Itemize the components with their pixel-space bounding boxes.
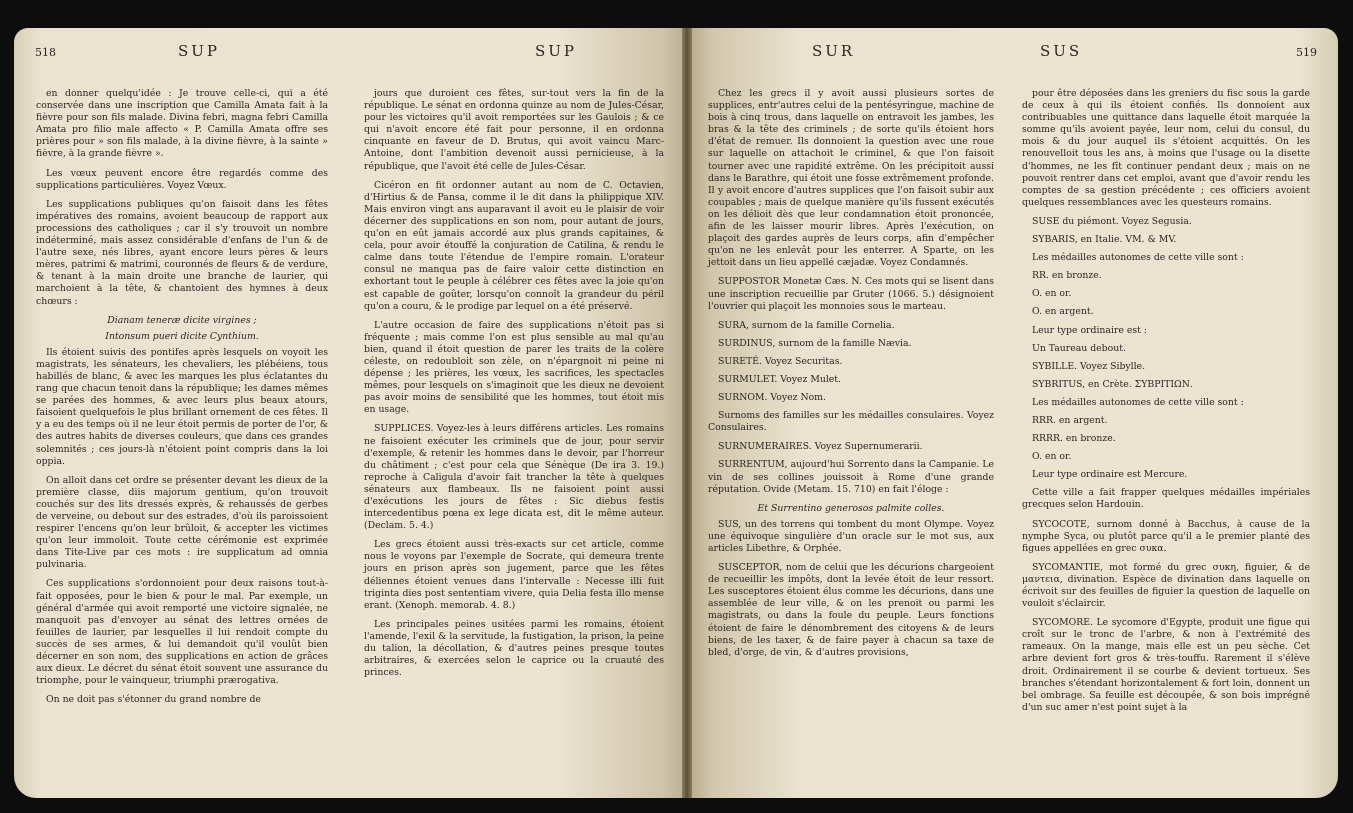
paragraph: Les vœux peuvent encore être regardés comme des supplications particulières. Voyez Vœux. xyxy=(36,167,328,191)
left-column-1 xyxy=(36,88,328,713)
entry: SUSE du piémont. Voyez Segusia. xyxy=(1032,215,1192,227)
paragraph: SYCOMORE. Le sycomore d'Egypte, produit une figue qui croît sur le tronc de l'arbre, & non à l'extrémité des rameaux. On la mange, mais elle est un peu sèche. Cet arbre devient fort gros & très-touffu. Rarement il s'élève droit. Ordinairement il se courbe & devient tortueux. Ses branches s'étendant horizontalement & fort loin, donnent un bel ombrage. Sa feuille est découpée, & son bois imprégné d'un suc amer n'est point sujet à la xyxy=(1022,617,1310,713)
paragraph: en donner quelqu'idée : Je trouve celle-ci, qui a été conservée dans une inscription que Camilla Amata fait à la fièvre pour son fils malade. Divina febri, magna febri Camilla Amata pro filio male affecto « P. Camilla Amata offre ses prières pour » son fils malade, à la divine fièvre, à la sainte » fièvre, à la grande fièvre ». xyxy=(36,88,328,160)
entry: SYBARIS, en Italie. VM. & MV. xyxy=(1032,234,1177,246)
verse-line: Intonsum pueri dicite Cynthium. xyxy=(105,330,259,342)
paragraph: pour être déposées dans les greniers du fisc sous la garde de ceux à qui ils étoient confiés. Ils donnoient aux contribuables une quittance dans laquelle étoit marquée la somme qu'ils avoient payée, leur nom, celui du consul, du mois & du jour auquel ils s'étoient acquittés. On les renouvelloit tous les ans, à moins que l'usage ou la disette d'hommes, ne les fît continuer pendant deux ; mais on ne pouvoit rentrer dans cet emploi, avant que d'avoir rendu les comptes de sa gestion précédente ; ces officiers avoient quelques ressemblances avec les questeurs romains. xyxy=(1022,88,1310,208)
book-gutter xyxy=(682,28,692,798)
running-head-left-1: SUP xyxy=(178,42,221,60)
running-head-left-2: SUP xyxy=(535,42,578,60)
page-number-right: 519 xyxy=(1296,46,1317,59)
paragraph: Ils étoient suivis des pontifes après lesquels on voyoit les magistrats, les sénateurs, les chevaliers, les plébéiens, tous habillés de blanc, & avec les marques les plus éclatantes du rang que chacun tenoit dans la république; les dames mêmes se parées des hommes, & avec leurs plus beaux atours, faisoient quelquefois le plus brillant ornement de ces fêtes. Il y a eu des temps où il ne leur étoit permis de porter de l'or, & des autres habits de diverses couleurs, que dans ces grandes solemnités ; ces jours-là n'étoient point compris dans la loi oppia. xyxy=(36,346,328,467)
entry: O. en or. xyxy=(1032,451,1072,463)
entry: SYBILLE. Voyez Sibylle. xyxy=(1032,360,1146,372)
paragraph: Ces supplications s'ordonnoient pour deux raisons tout-à-fait opposées, pour le bien & pour le mal. Par exemple, un général d'armée qui avoit remporté une victoire signalée, ne manquoit pas d'envoyer au sénat des lettres ornées de feuilles de laurier, par lesquelles il lui rendoit compte du succès de ses armes, & lui demandoit qu'il voulût bien décerner en son nom, des supplications en action de grâces aux dieux. Le décret du sénat étoit souvent une assurance du triomphe, pour le vainqueur, triumphi prærogativa. xyxy=(36,578,328,687)
entry: SURMULET. Voyez Mulet. xyxy=(718,373,842,385)
paragraph: SYCOMANTIE, mot formé du grec συκη, figuier, & de μαντεια, divination. Espèce de divination dans laquelle on écrivoit sur des feuilles de figuier la question de laquelle on vouloit s'éclaircir. xyxy=(1022,561,1310,610)
right-column-1 xyxy=(708,88,994,666)
entry: SYBRITUS, en Crète. ΣΥΒΡΙΤΙΩΝ. xyxy=(1032,378,1193,390)
page-number-left: 518 xyxy=(35,46,56,59)
paragraph: On alloit dans cet ordre se présenter devant les dieux de la première classe, diis majorum gentium, qu'on trouvoit couchés sur des lits dressés exprès, & rehaussés de gerbes de verveine, ou debout sur des estrades, d'où ils paroissoient respirer l'encens qu'on leur brûloit, & accepter les victimes qu'on leur immoloit. Toute cette cérémonie est exprimée dans Tite-Live par ces mots : ire supplicatum ad omnia pulvinaria. xyxy=(36,474,328,571)
entry: SURNOM. Voyez Nom. xyxy=(718,392,826,404)
verse-line: Et Surrentino generosos palmite colles. xyxy=(757,502,945,514)
paragraph: Chez les grecs il y avoit aussi plusieurs sortes de supplices, entr'autres celui de la pentésyringue, machine de bois à cinq trous, dans laquelle on entravoit les jambes, les bras & la tête des criminels ; de sorte qu'ils étoient hors d'état de remuer. Ils donnoient la question avec une roue sur laquelle on attachoit le criminel, & que l'on faisoit tourner avec une rapidité extrême. On les précipitoit aussi dans le Barathre, qui étoit une fosse extrêmement profonde. Il y avoit encore d'autres supplices que l'on faisoit subir aux coupables ; mais de quelque manière qu'ils fussent exécutés on les délioit dès que leur condamnation étoit prononcée, afin de les laisser mourir libres. Après l'exécution, on plaçoit des gardes auprès de leurs corps, afin d'empêcher qu'on ne les enlevât pour les enterrer. A Sparte, on les jettoit dans un lieu appellé cæjadæ. Voyez Condamnés. xyxy=(708,88,994,269)
paragraph: SUPPLICES. Voyez-les à leurs différens articles. Les romains ne faisoient exécuter les criminels que de jour, pour servir d'exemple, & retenir les hommes dans le devoir, par l'horreur du châtiment ; c'est pour cela que Sénèque (De ira 3. 19.) reproche à Caligula d'avoir fait trancher la tête à quelques sénateurs aux flambeaux. Ils ne faisoient point aussi d'exécutions les jours de fêtes : Sic diebus festis intercedentibus pœna ex lege dicata est, dit le même auteur. (Declam. 5. 4.) xyxy=(364,423,664,532)
paragraph: Les grecs étoient aussi très-exacts sur cet article, comme nous le voyons par l'exemple de Socrate, qui demeura trente jours en prison après son jugement, parce que les fêtes déliennes étoient venues dans l'intervalle : Necesse illi fuit triginta dies post sententiam vivere, quia Delia festa illo mense erant. (Xenoph. memorab. 4. 8.) xyxy=(364,539,664,611)
entry: O. en or. xyxy=(1032,288,1072,300)
paragraph: Cette ville a fait frapper quelques médailles impériales grecques selon Hardouin. xyxy=(1022,487,1310,511)
paragraph: Surnoms des familles sur les médailles consulaires. Voyez Consulaires. xyxy=(708,410,994,434)
running-head-right-1: SUR xyxy=(812,42,856,60)
entry: SURA, surnom de la famille Cornelia. xyxy=(718,319,895,331)
paragraph: Cicéron en fit ordonner autant au nom de C. Octavien, d'Hirtius & de Pansa, comme il le dit dans la philippique XIV. Mais environ vingt ans auparavant il avoit eu le plaisir de voir décerner des supplications en son nom, pour autant de jours, qu'on en eût jamais accordé aux plus grands capitaines, & cela, pour avoir étouffé la conjuration de Catilina, & rendu le calme dans toute l'étendue de l'empire romain. L'orateur consul ne manqua pas de faire valoir cette distinction en exhortant tout le peuple à célébrer ces fêtes avec la joie qu'on est capable de goûter, lorsqu'on connoît la grandeur du péril qu'on a couru, & le prodige par lequel on a été préservé. xyxy=(364,179,664,312)
paragraph: Les supplications publiques qu'on faisoit dans les fêtes impératives des romains, avoient beaucoup de rapport aux processions des catholiques ; car il s'y trouvoit un nombre indéterminé, mais assez considérable d'enfans de l'un & de l'autre sexe, nés libres, ayant encore leurs pères & leurs mères, patrimi & matrimi, couronnés de fleurs & de verdure, & tenant à la main droite une branche de laurier, qui marchoient à la tête, & chantoient des hymnes à deux chœurs : xyxy=(36,198,328,307)
paragraph: L'autre occasion de faire des supplications n'étoit pas si fréquente ; mais comme l'on est plus sensible au mal qu'au bien, quand il étoit question de parer les traits de la colère céleste, on redoubloit son zèle, on n'épargnoit ni peine ni dépense ; les prières, les vœux, les sacrifices, les spectacles mêmes, pour lesquels on s'imaginoit que les dieux ne devoient pas avoir moins de sensibilité que les hommes, tout étoit mis en usage. xyxy=(364,319,664,416)
paragraph: On ne doit pas s'étonner du grand nombre de xyxy=(46,694,261,706)
entry: Leur type ordinaire est : xyxy=(1032,324,1147,336)
running-head-right-2: SUS xyxy=(1040,42,1083,60)
paragraph: Les principales peines usitées parmi les romains, étoient l'amende, l'exil & la servitude, la fustigation, la prison, la peine du talion, la décollation, & d'autres peines presque toutes arbitraires, & exercées selon le caprice ou la cruauté des princes. xyxy=(364,618,664,679)
paragraph: SUSCEPTOR, nom de celui que les décurions chargeoient de recueillir les impôts, dont la levée étoit de leur ressort. Les susceptores étoient élus comme les décurions, dans une assemblée de leur ville, & on les prenoit ou parmi les magistrats, ou dans la foule du peuple. Leurs fonctions étoient de faire le dénombrement des citoyens & de leurs biens, de les taxer, & de faire payer à chacun sa taxe de bled, d'orge, de vin, & d'autres provisions, xyxy=(708,562,994,658)
entry: O. en argent. xyxy=(1032,306,1094,318)
entry: Leur type ordinaire est Mercure. xyxy=(1032,469,1188,481)
paragraph: SUS, un des torrens qui tombent du mont Olympe. Voyez une équivoque singulière d'un oracle sur le mot sus, aux articles Libethre, & Orphée. xyxy=(708,518,994,554)
paragraph: SURRENTUM, aujourd'hui Sorrento dans la Campanie. Le vin de ses collines jouissoit à Rome d'une grande réputation. Ovide (Metam. 15. 710) en fait l'éloge : xyxy=(708,459,994,495)
entry: RR. en bronze. xyxy=(1032,270,1102,282)
entry: RRR. en argent. xyxy=(1032,414,1108,426)
paragraph: jours que duroient ces fêtes, sur-tout vers la fin de la république. Le sénat en ordonna quinze au nom de Jules-César, pour les victoires qu'il avoit remportées sur les Gaulois ; & ce qui n'avoit encore été fait pour personne, il en ordonna cinquante en faveur de D. Brutus, qui avoit vaincu Marc-Antoine, dont l'ambition devenoit aussi pernicieuse, à la république, que l'avoit été celle de Jules-César. xyxy=(364,88,664,172)
paragraph: SUPPOSTOR Monetæ Cæs. N. Ces mots qui se lisent dans une inscription recueillie par Gruter (1066. 5.) désignoient l'ouvrier qui plaçoit les monnoies sous le marteau. xyxy=(708,276,994,312)
left-column-2 xyxy=(364,88,664,686)
paragraph: SYCOCOTE, surnom donné à Bacchus, à cause de la nymphe Syca, ou plutôt parce qu'il a le premier planté des figues appellées en grec συκα. xyxy=(1022,518,1310,554)
entry: SURETÉ. Voyez Securitas. xyxy=(718,355,843,367)
right-column-2 xyxy=(1022,88,1310,721)
entry: SURDINUS, surnom de la famille Nævia. xyxy=(718,337,912,349)
entry: SURNUMERAIRES. Voyez Supernumerarii. xyxy=(718,441,923,453)
entry: Les médailles autonomes de cette ville sont : xyxy=(1032,252,1244,264)
entry: RRRR. en bronze. xyxy=(1032,433,1116,445)
entry: Un Taureau debout. xyxy=(1032,342,1126,354)
verse-line: Dianam teneræ dicite virgines ; xyxy=(107,314,257,326)
entry: Les médailles autonomes de cette ville sont : xyxy=(1032,396,1244,408)
